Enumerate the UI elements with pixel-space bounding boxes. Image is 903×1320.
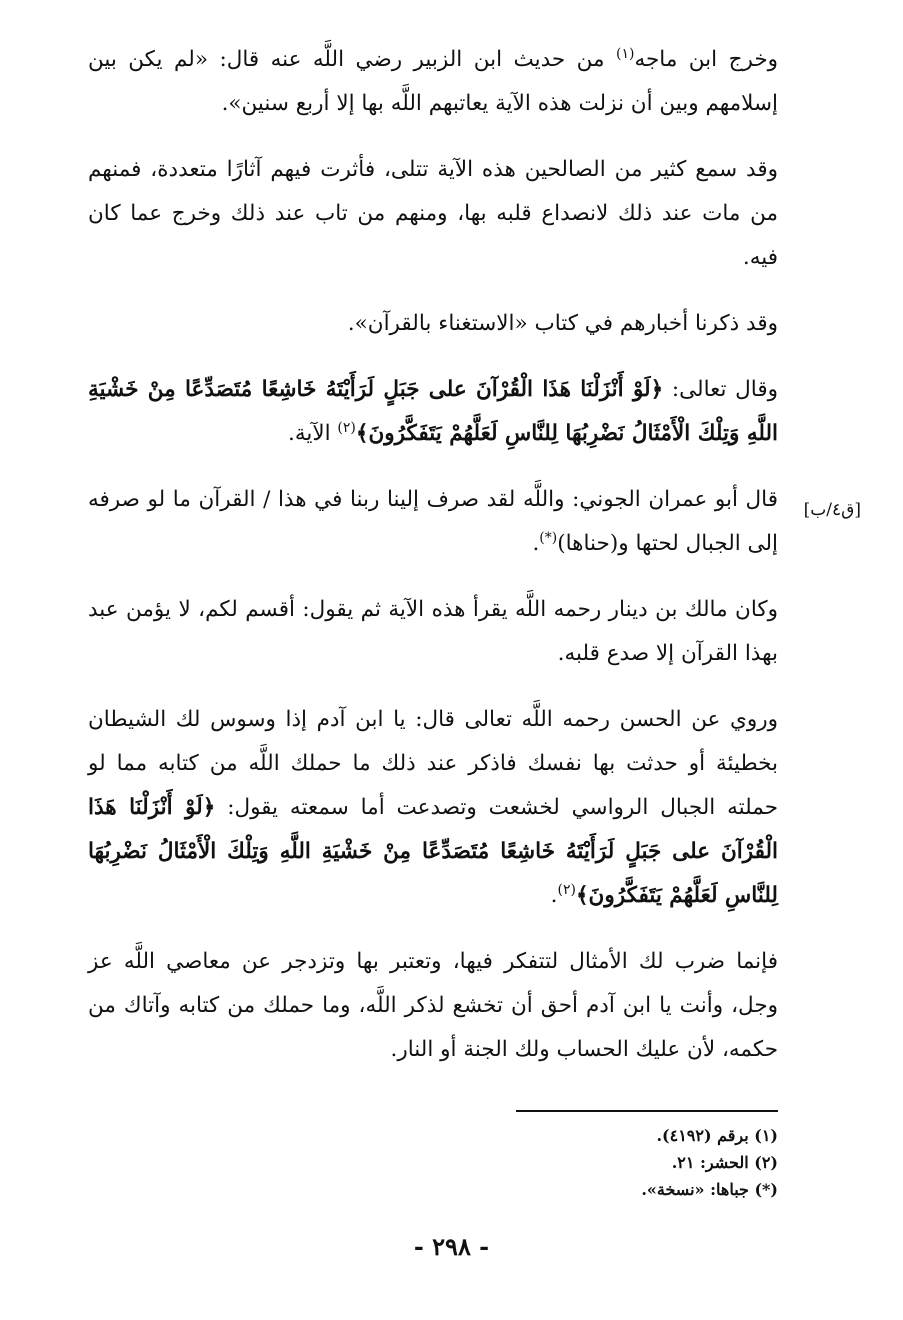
paragraph-text: . <box>532 531 540 556</box>
paragraph-text: من حديث ابن الزبير رضي اللَّه عنه قال: «لم يكن بين إسلامهم وبين أن نزلت هذه الآية يعاتبهم اللَّه بها إلا أربع سنين». <box>88 47 778 116</box>
paragraph-istighna: وقد ذكرنا أخبارهم في كتاب «الاستغناء بالقرآن». <box>347 311 778 336</box>
paragraph-verse <box>88 368 778 456</box>
paragraph-text: الآية. <box>288 421 338 446</box>
paragraph-text: وقال تعالى: <box>663 377 778 402</box>
footnote-star: (*) جباها: «نسخة». <box>641 1180 778 1199</box>
paragraph-text: وخرج ابن ماجه <box>634 47 778 72</box>
manuscript-folio-marker: [ق٤/ب] <box>803 500 861 520</box>
footnote-divider <box>516 1110 778 1112</box>
paragraph-hasan <box>88 698 778 918</box>
paragraph-parables: فإنما ضرب لك الأمثال لتتفكر فيها، وتعتبر بها وتزدجر عن معاصي اللَّه عز وجل، وأنت يا ابن آدم أحق أن تخشع لذكر اللَّه، وما حملك من كتابه وآتاك من حكمه، لأن عليك الحساب ولك الجنة أو النار. <box>88 949 778 1062</box>
paragraph-text: وروي عن الحسن رحمه اللَّه تعالى قال: يا ابن آدم إذا وسوس لك الشيطان بخطيئة أو حدثت بها نفسك فاذكر عند ذلك ما حملك اللَّه من كتابه مما لو حملته الجبال الرواسي لخشعت وتصدعت أما سمعته يقول: <box>88 707 778 820</box>
footnote-ref-2: (٢) <box>337 419 356 436</box>
paragraph-ibn-majah <box>88 38 778 126</box>
quran-verse: ﴿لَوْ أَنْزَلْنَا هَذَا الْقُرْآنَ على جَبَلٍ لَرَأَيْتَهُ خَاشِعًا مُتَصَدِّعًا مِنْ خَشْيَةِ اللَّهِ وَتِلْكَ الْأَمْثَالُ نَضْرِبُهَا لِلنَّاسِ لَعَلَّهُمْ يَتَفَكَّرُونَ﴾ <box>88 377 778 446</box>
paragraph-text: . <box>550 883 558 908</box>
paragraph-text: قال أبو عمران الجوني: واللَّه لقد صرف إلينا ربنا في هذا / القرآن ما لو صرفه إلى الجبال لحتها و(حناها) <box>88 487 778 556</box>
paragraph-abu-imran <box>88 478 778 566</box>
quran-verse: ﴿لَوْ أَنْزَلْنَا هَذَا الْقُرْآنَ على جَبَلٍ لَرَأَيْتَهُ خَاشِعًا مُتَصَدِّعًا مِنْ خَشْيَةِ اللَّهِ وَتِلْكَ الْأَمْثَالُ نَضْرِبُهَا لِلنَّاسِ لَعَلَّهُمْ يَتَفَكَّرُونَ﴾ <box>88 795 778 908</box>
page-number: - ٢٩٨ - <box>413 1232 490 1261</box>
footnote-ref-1: (١) <box>615 45 635 62</box>
main-text <box>88 38 778 1072</box>
paragraph-malik: وكان مالك بن دينار رحمه اللَّه يقرأ هذه الآية ثم يقول: أقسم لكم، لا يؤمن عبد بهذا القرآن إلا صدع قلبه. <box>88 597 778 666</box>
footnote-1: (١) برقم (٤١٩٢). <box>656 1126 778 1145</box>
footnote-ref-star: (*) <box>539 529 558 546</box>
footnote-2: (٢) الحشر: ٢١. <box>671 1153 778 1172</box>
footnote-ref-2: (٢) <box>557 881 576 898</box>
paragraph-righteous: وقد سمع كثير من الصالحين هذه الآية تتلى، فأثرت فيهم آثارًا متعددة، فمنهم من مات عند ذلك لانصداع قلبه بها، ومنهم من تاب عند ذلك وخرج عما كان فيه. <box>88 157 778 270</box>
footnotes <box>378 1122 778 1203</box>
